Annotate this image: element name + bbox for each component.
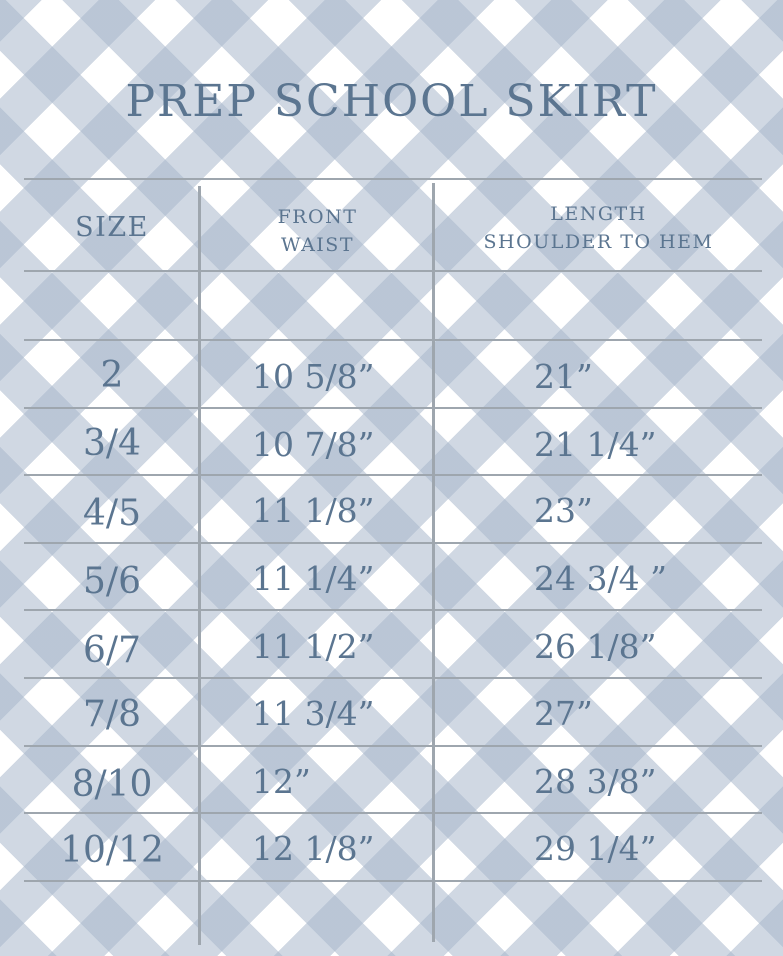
size-cell: 10/12 — [60, 830, 164, 871]
size-cell: 5/6 — [83, 561, 141, 602]
length-cell: 26 1/8” — [534, 627, 657, 666]
waist-cell: 10 5/8” — [252, 357, 375, 396]
size-cell: 3/4 — [83, 423, 141, 464]
waist-cell: 11 1/2” — [252, 627, 375, 666]
header-waist-label: WAIST — [281, 234, 354, 256]
header-size — [24, 214, 200, 242]
table-rule — [24, 474, 762, 476]
size-cell: 6/7 — [83, 630, 141, 671]
length-cell: 28 3/8” — [534, 762, 657, 801]
length-cell: 23” — [534, 491, 593, 530]
page-title: PREP SCHOOL SKIRT — [125, 76, 658, 127]
waist-cell: 12 1/8” — [252, 829, 375, 868]
header-length — [435, 200, 762, 256]
waist-cell: 12” — [252, 762, 311, 801]
table-rule-header — [24, 270, 762, 272]
header-front-label: FRONT — [277, 206, 358, 228]
table-rule — [24, 609, 762, 611]
table-rule-bottom — [24, 880, 762, 882]
size-cell: 4/5 — [83, 493, 141, 534]
size-cell: 8/10 — [71, 764, 153, 805]
size-cell: 2 — [100, 355, 124, 396]
length-cell: 24 3/4 ” — [534, 559, 667, 598]
table-rule — [24, 407, 762, 409]
table-rule-top — [24, 178, 762, 180]
waist-cell: 11 3/4” — [252, 694, 375, 733]
table-rule — [24, 812, 762, 814]
length-cell: 27” — [534, 694, 593, 733]
header-front-waist — [201, 203, 434, 259]
length-cell: 21” — [534, 357, 593, 396]
header-size-label: SIZE — [75, 212, 149, 243]
waist-cell: 10 7/8” — [252, 425, 375, 464]
table-rule — [24, 542, 762, 544]
header-length-label: LENGTH — [550, 203, 647, 225]
table-rule — [24, 745, 762, 747]
column-divider-2 — [432, 183, 435, 942]
table-rule — [24, 339, 762, 341]
table-rule — [24, 677, 762, 679]
header-shoulder-to-hem-label: SHOULDER TO HEM — [483, 231, 714, 253]
waist-cell: 11 1/4” — [252, 559, 375, 598]
size-cell: 7/8 — [83, 694, 141, 735]
waist-cell: 11 1/8” — [252, 491, 375, 530]
length-cell: 29 1/4” — [534, 829, 657, 868]
length-cell: 21 1/4” — [534, 425, 657, 464]
